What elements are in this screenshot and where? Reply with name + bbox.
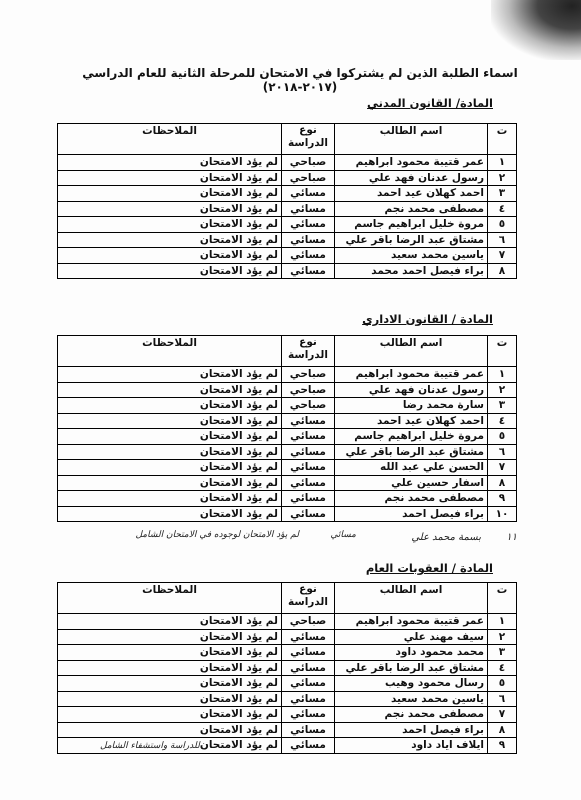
note-cell: لم يؤد الامتحان (58, 413, 282, 429)
row-number: ٧ (488, 248, 517, 264)
study-type: مسائي (282, 676, 335, 692)
note-cell: لم يؤد الامتحان (58, 691, 282, 707)
row-number: ٦ (488, 444, 517, 460)
student-name: عمر قتيبة محمود ابراهيم (335, 614, 488, 630)
study-type: صباحي (282, 367, 335, 383)
table-row (58, 707, 517, 723)
study-type: مسائي (282, 217, 335, 233)
study-type: مسائي (282, 232, 335, 248)
study-type: صباحي (282, 170, 335, 186)
row-number: ٤ (488, 201, 517, 217)
student-name: رسول عدنان فهد علي (335, 170, 488, 186)
student-name: ايلاف اياد داود (335, 738, 488, 754)
note-cell: لم يؤد الامتحان (58, 475, 282, 491)
row-number: ١ (488, 155, 517, 171)
row-number: ٥ (488, 676, 517, 692)
note-cell: لم يؤد الامتحان (58, 506, 282, 522)
header-name: اسم الطالب (335, 583, 488, 614)
study-type: صباحي (282, 155, 335, 171)
study-type: مسائي (282, 201, 335, 217)
table-civil-law (57, 123, 517, 279)
note-cell: لم يؤد الامتحان (58, 676, 282, 692)
student-name: احمد كهلان عيد احمد (335, 186, 488, 202)
row-number: ٢ (488, 382, 517, 398)
row-number: ٥ (488, 217, 517, 233)
student-name: رسال محمود وهيب (335, 676, 488, 692)
row-number: ٩ (488, 738, 517, 754)
note-cell: لم يؤد الامتحان (58, 398, 282, 414)
table-row (58, 155, 517, 171)
row-number: ٨ (488, 475, 517, 491)
study-type: مسائي (282, 186, 335, 202)
student-name: ياسين محمد سعيد (335, 691, 488, 707)
header-name: اسم الطالب (335, 336, 488, 367)
table-row (58, 614, 517, 630)
note-cell: لم يؤد الامتحان (58, 660, 282, 676)
table-row (58, 398, 517, 414)
student-name: سيف مهند علي (335, 629, 488, 645)
note-cell: لم يؤد الامتحان (58, 645, 282, 661)
note-cell: لم يؤد الامتحان (58, 186, 282, 202)
student-name: مشتاق عبد الرضا باقر علي (335, 660, 488, 676)
handwritten-penal-note: للدراسة واستشفاء الشامل (100, 741, 200, 751)
note-cell: لم يؤد الامتحان (58, 460, 282, 476)
study-type: مسائي (282, 645, 335, 661)
row-number: ٧ (488, 707, 517, 723)
table-row (58, 691, 517, 707)
study-type: مسائي (282, 429, 335, 445)
row-number: ٩ (488, 491, 517, 507)
note-cell: لم يؤد الامتحان (58, 263, 282, 279)
table-row (58, 475, 517, 491)
note-cell: لم يؤد الامتحان (58, 232, 282, 248)
note-cell: لم يؤد الامتحان (58, 444, 282, 460)
row-number: ٤ (488, 660, 517, 676)
student-name: مصطفى محمد نجم (335, 491, 488, 507)
table-row (58, 460, 517, 476)
student-name: مشتاق عبد الرضا باقر علي (335, 232, 488, 248)
student-name: الحسن علي عبد الله (335, 460, 488, 476)
note-cell: لم يؤد الامتحان (58, 201, 282, 217)
table-row (58, 263, 517, 279)
header-notes: الملاحظات (58, 583, 282, 614)
header-num: ت (488, 583, 517, 614)
note-cell: لم يؤد الامتحان (58, 382, 282, 398)
table-row (58, 201, 517, 217)
table-row (58, 722, 517, 738)
handwritten-study-type: مسائي (330, 530, 356, 540)
study-type: مسائي (282, 460, 335, 476)
table-row (58, 248, 517, 264)
study-type: صباحي (282, 614, 335, 630)
table-row (58, 660, 517, 676)
table-row (58, 217, 517, 233)
study-type: مسائي (282, 691, 335, 707)
table-row (58, 413, 517, 429)
row-number: ٣ (488, 645, 517, 661)
section-title-penal-law: المادة / العقوبات العام (365, 561, 493, 575)
handwritten-row-number: ١١ (506, 532, 517, 543)
student-name: مروة خليل ابراهيم جاسم (335, 429, 488, 445)
study-type: مسائي (282, 413, 335, 429)
study-type: مسائي (282, 263, 335, 279)
table-row (58, 367, 517, 383)
row-number: ١ (488, 614, 517, 630)
table-header (58, 336, 517, 367)
row-number: ٦ (488, 691, 517, 707)
student-name: مشتاق عبد الرضا باقر علي (335, 444, 488, 460)
table-header (58, 124, 517, 155)
study-type: مسائي (282, 491, 335, 507)
header-type: نوع الدراسة (282, 124, 335, 155)
note-cell: لم يؤد الامتحان (58, 429, 282, 445)
student-name: عمر قتيبة محمود ابراهيم (335, 367, 488, 383)
row-number: ٢ (488, 170, 517, 186)
header-notes: الملاحظات (58, 124, 282, 155)
study-type: مسائي (282, 475, 335, 491)
study-type: مسائي (282, 629, 335, 645)
section-title-civil-law: المادة/ القانون المدني (367, 96, 493, 110)
note-cell: لم يؤد الامتحان (58, 629, 282, 645)
study-type: صباحي (282, 398, 335, 414)
table-row (58, 506, 517, 522)
table-row (58, 382, 517, 398)
note-cell: لم يؤد الامتحان (58, 217, 282, 233)
section-title-admin-law: المادة / القانون الاداري (362, 312, 493, 326)
table-row (58, 444, 517, 460)
study-type: مسائي (282, 444, 335, 460)
table-row (58, 170, 517, 186)
row-number: ٨ (488, 263, 517, 279)
note-cell: لم يؤد الامتحان (58, 248, 282, 264)
study-type: صباحي (282, 382, 335, 398)
study-type: مسائي (282, 506, 335, 522)
table-row (58, 629, 517, 645)
study-type: مسائي (282, 248, 335, 264)
table-header (58, 583, 517, 614)
study-type: مسائي (282, 707, 335, 723)
student-name: اسفار حسين علي (335, 475, 488, 491)
table-row (58, 429, 517, 445)
student-name: احمد كهلان عيد احمد (335, 413, 488, 429)
student-name: براء فيصل احمد (335, 506, 488, 522)
study-type: مسائي (282, 738, 335, 754)
table-row (58, 186, 517, 202)
header-notes: الملاحظات (58, 336, 282, 367)
handwritten-student-name: بسمة محمد علي (411, 532, 481, 543)
note-cell: لم يؤد الامتحان (58, 738, 282, 754)
handwritten-note: لم يؤد الامتحان لوجوده في الامتحان الشامل (135, 530, 299, 540)
student-name: مصطفى محمد نجم (335, 201, 488, 217)
student-name: رسول عدنان فهد علي (335, 382, 488, 398)
student-name: ياسين محمد سعيد (335, 248, 488, 264)
table-row (58, 645, 517, 661)
table-row (58, 676, 517, 692)
note-cell: لم يؤد الامتحان (58, 614, 282, 630)
study-type: مسائي (282, 660, 335, 676)
document-title: اسماء الطلبة الذين لم يشتركوا في الامتحان للمرحلة الثانية للعام الدراسي (٢٠١٧-٢٠١٨) (82, 66, 518, 94)
note-cell: لم يؤد الامتحان (58, 367, 282, 383)
header-type: نوع الدراسة (282, 336, 335, 367)
study-type: مسائي (282, 722, 335, 738)
student-name: سارة محمد رضا (335, 398, 488, 414)
student-name: براء فيصل احمد (335, 722, 488, 738)
note-cell: لم يؤد الامتحان (58, 722, 282, 738)
header-num: ت (488, 124, 517, 155)
note-cell: لم يؤد الامتحان (58, 707, 282, 723)
row-number: ٧ (488, 460, 517, 476)
note-cell: لم يؤد الامتحان (58, 155, 282, 171)
table-admin-law (57, 335, 517, 522)
student-name: مصطفى محمد نجم (335, 707, 488, 723)
row-number: ٦ (488, 232, 517, 248)
table-penal-law (57, 582, 517, 754)
table-row (58, 232, 517, 248)
row-number: ٥ (488, 429, 517, 445)
student-name: محمد محمود داود (335, 645, 488, 661)
header-type: نوع الدراسة (282, 583, 335, 614)
note-cell: لم يؤد الامتحان (58, 491, 282, 507)
header-num: ت (488, 336, 517, 367)
scan-shadow (491, 0, 581, 60)
row-number: ٤ (488, 413, 517, 429)
student-name: براء فيصل احمد محمد (335, 263, 488, 279)
student-name: عمر قتيبة محمود ابراهيم (335, 155, 488, 171)
student-name: مروة خليل ابراهيم جاسم (335, 217, 488, 233)
row-number: ٢ (488, 629, 517, 645)
row-number: ٣ (488, 186, 517, 202)
row-number: ٨ (488, 722, 517, 738)
table-row (58, 491, 517, 507)
header-name: اسم الطالب (335, 124, 488, 155)
row-number: ١٠ (488, 506, 517, 522)
row-number: ١ (488, 367, 517, 383)
note-cell: لم يؤد الامتحان (58, 170, 282, 186)
row-number: ٣ (488, 398, 517, 414)
